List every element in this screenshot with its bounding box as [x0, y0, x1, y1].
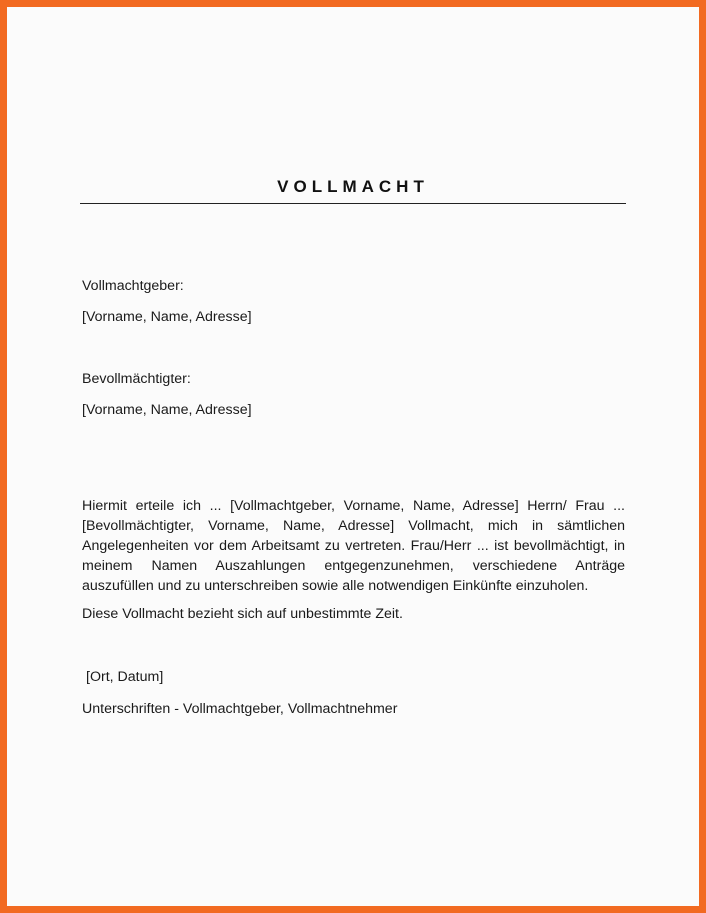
agent-value: [Vorname, Name, Adresse] [82, 402, 252, 418]
signatures-line: Unterschriften - Vollmachtgeber, Vollmachtnehmer [82, 701, 398, 717]
title-underline [80, 203, 626, 204]
grantor-label: Vollmachtgeber: [82, 278, 184, 294]
body-paragraph: Hiermit erteile ich ... [Vollmachtgeber, Vorname, Name, Adresse] Herrn/ Frau ... [Bevollmächtigter, Vorname, Name, Adresse] Vollmacht, mich in sämtlichen Angelegenheiten vor dem Arbeitsamt zu vertreten. Frau/Herr ... ist bevollmächtigt, in meinem Namen Auszahlungen entgegenzunehmen, verschiedene Anträge auszufüllen und zu unterschreiben sowie alle notwendigen Einkünfte einzuholen. [82, 498, 625, 594]
agent-label: Bevollmächtigter: [82, 371, 191, 387]
document-title: VOLLMACHT [277, 177, 429, 196]
validity-note: Diese Vollmacht bezieht sich auf unbestimmte Zeit. [82, 606, 403, 622]
grantor-value: [Vorname, Name, Adresse] [82, 309, 252, 325]
place-date: [Ort, Datum] [86, 669, 164, 685]
